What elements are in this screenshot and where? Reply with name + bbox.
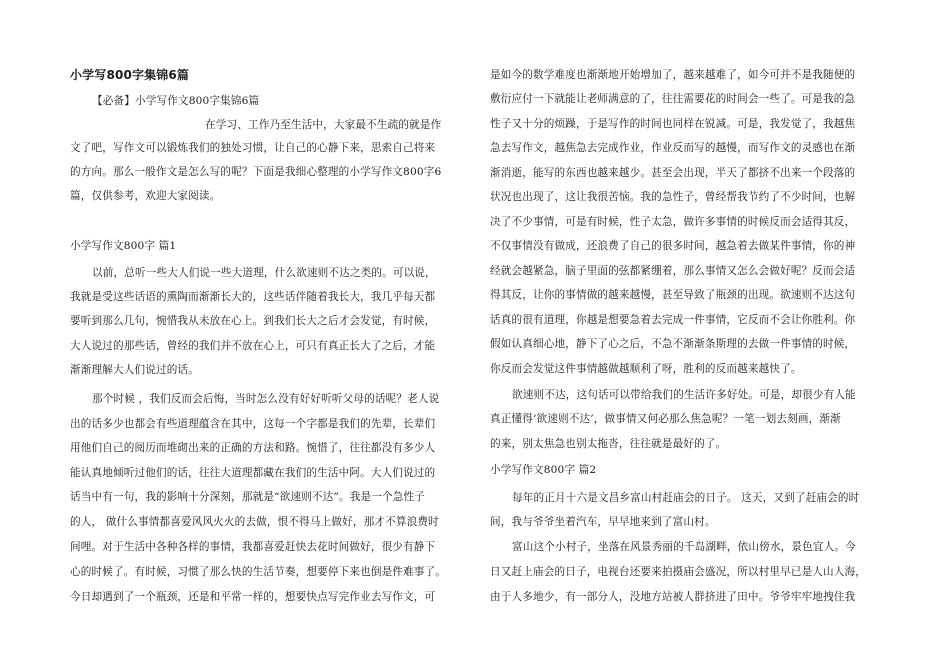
paragraph-line: 渐渐理解大人们说过的话。 [70, 364, 199, 376]
paragraph-line: 能认真地倾听过他们的话，往往大道理都藏在我们的生活中阿。大人们说过的 [70, 467, 436, 479]
paragraph-line: 得其反，让你的事情做的越来越慢，甚至导致了瓶颈的出现。欲速则不达这句 [490, 289, 856, 301]
paragraph-line: 出的话多少也都会有些道理蕴含在其中，这每一个字都是我们的先辈，长辈们 [70, 418, 436, 430]
paragraph-line: 欲速则不达，这句话可以带给我们的生活许多好处。可是，却很少有人能 [512, 389, 856, 401]
paragraph-line: 敷衍应付一下就能让老师满意的了，往往需要花的时间会一些了。可是我的急 [490, 93, 856, 105]
paragraph-line: 性子又十分的烦躁，于是写作的时间也同样在锐减。可是，我发觉了，我越焦 [490, 118, 856, 130]
paragraph-line: 急去写作文，越焦急去完成作业，作业反而写的越慢，而写作文的灵感也在渐 [490, 142, 856, 154]
paragraph-line: 间，我与爷爷坐着汽车，早早地来到了富山村。 [490, 516, 716, 528]
section-heading: 小学写作文800字 篇1 [70, 240, 177, 252]
paragraph-line: 每年的正月十六是文昌乡富山村赶庙会的日子。 这天，又到了赶庙会的时 [512, 492, 860, 504]
paragraph-line: 用他们自己的阅历而堆砌出来的正确的方法和路。惋惜了，往往都没有多少人 [70, 442, 436, 454]
paragraph-line: 真正懂得‘欲速则不达’，做事情又何必那么焦急呢？一笔一划去刻画，渐渐 [490, 413, 841, 425]
paragraph-line: 那个时候 ，我们反而会后悔，当时怎么没有好好听听父母的话呢？老人说 [92, 393, 440, 405]
paragraph-line: 渐消逝，能写的东西也越来越少。甚至会出现，半天了都挤不出来一个段落的 [490, 167, 856, 179]
paragraph-line: 话真的很有道理，你越是想要急着去完成一件事情，它反而不会让你胜利。你 [490, 314, 856, 326]
paragraph-line: 以前，总听一些大人们说一些大道理，什么欲速则不达之类的。可以说， [92, 267, 436, 279]
paragraph-line: 富山这个小村子，坐落在风景秀丽的千岛湖畔，依山傍水，景色宜人。今 [512, 541, 856, 553]
document-title: 小学写800字集锦6篇 [70, 68, 190, 82]
paragraph-line: 篇，仅供参考，欢迎大家阅读。 [70, 190, 221, 202]
paragraph-line: 不仅事情没有做成，还浪费了自己的很多时间，越急着去做某件事情，你的神 [490, 240, 856, 252]
paragraph-line: 状况也出现了，这让我很苦恼。我的急性子，曾经帮我节约了不少时间，也解 [490, 191, 856, 203]
paragraph-line: 大人说过的那些话，曾经的我们并不放在心上，可只有真正长大了之后，才能 [70, 340, 436, 352]
paragraph-line: 的来，别太焦急也别太拖沓，往往就是最好的了。 [490, 438, 727, 450]
paragraph-line: 在学习、工作乃至生活中，大家最不生疏的就是作 [205, 119, 442, 131]
paragraph-line: 间哩。对于生活中各种各样的事情，我都喜爱赶快去花时间做好，很少有静下 [70, 541, 436, 553]
paragraph-line: 话当中有一句，我的影响十分深刻，那就是“欲速则不达”。我是一个急性子 [70, 491, 425, 503]
paragraph-line: 决了不少事情，可是有时候，性子太急，做许多事情的时候反而会适得其反， [490, 216, 856, 228]
paragraph-line: 经就会越紧急，脑子里面的弦都紧绷着，那么事情又怎么会做好呢？反而会适 [490, 265, 856, 277]
paragraph-line: 由于人多地少，有一部分人，没地方站被人群挤进了田中。爷爷牢牢地拽住我 [490, 591, 856, 603]
paragraph-line: 日又赶上庙会的日子，电视台还要来拍摄庙会盛况，所以村里早已是人山人海， [490, 566, 867, 578]
paragraph-line: 今日却遇到了一个瓶颈，还是和平常一样的，想要快点写完作业去写作文，可 [70, 591, 436, 603]
section-heading: 小学写作文800字 篇2 [490, 464, 597, 476]
paragraph-line: 文了吧，写作文可以锻炼我们的独处习惯，让自己的心静下来，思索自己将来 [70, 142, 436, 154]
paragraph-line: 假如认真细心地，静下了心之后，不急不渐渐条斯理的去做一件事情的时候， [490, 338, 856, 350]
paragraph-line: 要听到那么几句，惋惜我从未放在心上。到我们长大之后才会发觉，有时候， [70, 315, 436, 327]
paragraph-line: 心的时候了。有时候，习惯了那么快的生活节奏，想要停下来也倒是件难事了。 [70, 566, 447, 578]
paragraph-line: 是如今的数学难度也渐渐地开始增加了，越来越难了，如今可并不是我随便的 [490, 69, 856, 81]
paragraph-line: 的人， 做什么事情都喜爱风风火火的去做，恨不得马上做好，那才不算浪费时 [70, 516, 439, 528]
paragraph-line: 我就是受这些话语的熏陶而渐渐长大的，这些话伴随着我长大，我几乎每天都 [70, 291, 436, 303]
paragraph-line: 你反而会发觉这件事情越做越顺利了呀，胜利的反而越来越快了。 [490, 363, 802, 375]
subtitle-line: 【必备】小学写作文800字集锦6篇 [92, 95, 260, 107]
paragraph-line: 的方向。那么一般作文是怎么写的呢？下面是我细心整理的小学写作文800字6 [70, 166, 442, 178]
